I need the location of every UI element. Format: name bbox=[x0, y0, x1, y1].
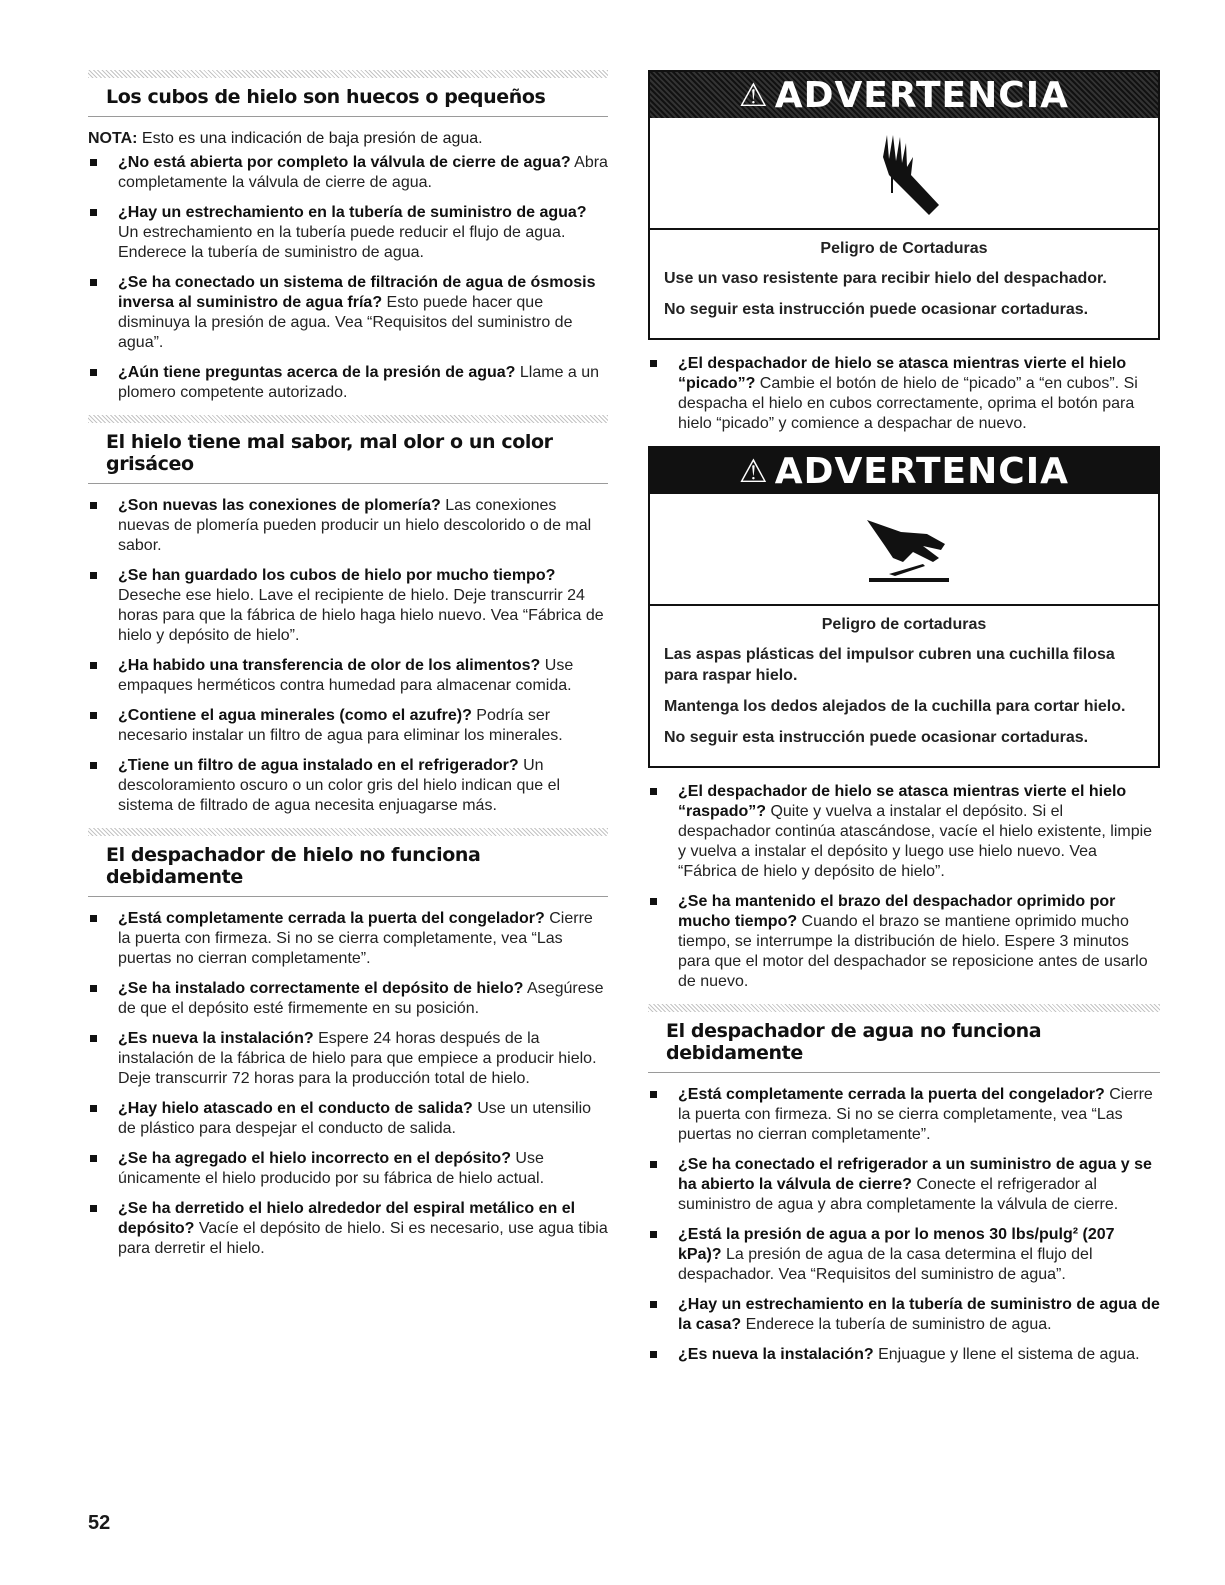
list-item bbox=[88, 1199, 608, 1259]
answer: Cierre la puerta con firmeza. Si no se cierra completamente, vea “Las puertas no cierran completamente”. bbox=[678, 1086, 1153, 1143]
warning-triangle-icon: ⚠ bbox=[739, 76, 769, 114]
section-title: El despachador de hielo no funciona debidamente bbox=[88, 836, 608, 897]
hazard-title: Peligro de cortaduras bbox=[821, 616, 987, 633]
answer: Llame a un plomero competente autorizado. bbox=[118, 364, 600, 401]
answer: Use únicamente el hielo producido por su fábrica de hielo actual. bbox=[118, 1150, 545, 1187]
cut-hand-icon bbox=[859, 123, 949, 223]
section-header bbox=[88, 828, 608, 897]
warning-line: Mantenga los dedos alejados de la cuchilla para cortar hielo. bbox=[664, 698, 1126, 715]
warning-banner-text: ADVERTENCIA bbox=[774, 450, 1069, 492]
question: ¿Hay un estrechamiento en la tubería de suministro de agua de la casa? bbox=[678, 1296, 1160, 1333]
warning-box bbox=[648, 70, 1160, 340]
list-item bbox=[88, 756, 608, 816]
section-header bbox=[88, 415, 608, 484]
question: ¿El despachador de hielo se atasca mientras vierte el hielo “picado”? bbox=[678, 355, 1127, 392]
note-text: Esto es una indicación de baja presión de agua. bbox=[137, 130, 483, 147]
question: ¿Ha habido una transferencia de olor de los alimentos? bbox=[118, 657, 541, 674]
list-item bbox=[88, 363, 608, 403]
section-title: Los cubos de hielo son huecos o pequeños bbox=[88, 78, 608, 117]
list-item bbox=[648, 1345, 1160, 1365]
list-item bbox=[88, 203, 608, 263]
answer: Conecte el refrigerador al suministro de agua y abra completamente la válvula de cierre. bbox=[678, 1176, 1119, 1213]
question: ¿Contiene el agua minerales (como el azufre)? bbox=[118, 707, 472, 724]
blade-hand-icon bbox=[849, 504, 959, 594]
list-item bbox=[88, 1149, 608, 1189]
question: ¿Se ha conectado un sistema de filtración de agua de ósmosis inversa al suministro de agua fría? bbox=[118, 274, 596, 311]
list-item bbox=[88, 909, 608, 969]
question: ¿El despachador de hielo se atasca mientras vierte el hielo “raspado”? bbox=[678, 783, 1127, 820]
troubleshooting-list bbox=[88, 909, 608, 1259]
warning-line: Las aspas plásticas del impulsor cubren una cuchilla filosa para raspar hielo. bbox=[664, 646, 1115, 684]
section-title: El despachador de agua no funciona debidamente bbox=[648, 1012, 1160, 1073]
troubleshooting-list bbox=[648, 782, 1160, 992]
answer: Enderece la tubería de suministro de agua. bbox=[741, 1316, 1052, 1333]
warning-line: No seguir esta instrucción puede ocasionar cortaduras. bbox=[664, 301, 1089, 318]
section-header bbox=[88, 70, 608, 117]
answer: Esto puede hacer que disminuya la presión de agua. Vea “Requisitos del suministro de agua”. bbox=[118, 294, 573, 351]
answer: Quite y vuelva a instalar el depósito. Si el despachador continúa atascándose, vacíe el hielo existente, limpie y vuelva a instalar el depósito y luego use hielo nuevo. Vea “Fábrica de hielo y depósito de hielo”. bbox=[678, 803, 1153, 880]
answer: Podría ser necesario instalar un filtro de agua para eliminar los minerales. bbox=[118, 707, 563, 744]
list-item bbox=[648, 1085, 1160, 1145]
question: ¿Tiene un filtro de agua instalado en el refrigerador? bbox=[118, 757, 519, 774]
question: ¿Está completamente cerrada la puerta del congelador? bbox=[678, 1086, 1105, 1103]
warning-pictogram bbox=[650, 118, 1158, 230]
note bbox=[88, 129, 608, 149]
list-item bbox=[88, 566, 608, 646]
list-item bbox=[88, 273, 608, 353]
question: ¿No está abierta por completo la válvula de cierre de agua? bbox=[118, 154, 571, 171]
list-item bbox=[88, 1099, 608, 1139]
hatched-rule bbox=[648, 1004, 1160, 1012]
warning-triangle-icon: ⚠ bbox=[739, 452, 769, 490]
answer: La presión de agua de la casa determina el flujo del despachador. Vea “Requisitos del suministro de agua”. bbox=[678, 1246, 1093, 1283]
section-header bbox=[648, 1004, 1160, 1073]
answer: Cierre la puerta con firmeza. Si no se cierra completamente, vea “Las puertas no cierran completamente”. bbox=[118, 910, 593, 967]
hatched-rule bbox=[88, 70, 608, 78]
list-item bbox=[88, 979, 608, 1019]
answer: Un estrechamiento en la tubería puede reducir el flujo de agua. Enderece la tubería de suministro de agua. bbox=[118, 224, 566, 261]
right-column bbox=[648, 70, 1160, 1377]
question: ¿Se ha conectado el refrigerador a un suministro de agua y se ha abierto la válvula de cierre? bbox=[678, 1156, 1152, 1193]
list-item bbox=[88, 496, 608, 556]
answer: Espere 24 horas después de la instalación de la fábrica de hielo para que empiece a producir hielo. Deje transcurrir 72 horas para la producción total de hielo. bbox=[118, 1030, 597, 1087]
question: ¿Hay un estrechamiento en la tubería de suministro de agua? bbox=[118, 204, 587, 221]
question: ¿Aún tiene preguntas acerca de la presión de agua? bbox=[118, 364, 516, 381]
warning-banner bbox=[650, 448, 1158, 494]
question: ¿Se ha instalado correctamente el depósito de hielo? bbox=[118, 980, 524, 997]
answer: Un descoloramiento oscuro o un color gris del hielo indican que el sistema de filtrado de agua necesita enjuagarse más. bbox=[118, 757, 561, 814]
answer: Cambie el botón de hielo de “picado” a “en cubos”. Si despacha el hielo en cubos correctamente, oprima el botón para hielo “picado” y comience a despachar de nuevo. bbox=[678, 375, 1138, 432]
question: ¿Está completamente cerrada la puerta del congelador? bbox=[118, 910, 545, 927]
warning-line: No seguir esta instrucción puede ocasionar cortaduras. bbox=[664, 729, 1089, 746]
answer: Deseche ese hielo. Lave el recipiente de hielo. Deje transcurrir 24 horas para que la fábrica de hielo haga hielo nuevo. Vea “Fábrica de hielo y depósito de hielo”. bbox=[118, 587, 604, 644]
question: ¿Son nuevas las conexiones de plomería? bbox=[118, 497, 441, 514]
list-item bbox=[88, 153, 608, 193]
question: ¿Es nueva la instalación? bbox=[678, 1346, 874, 1363]
list-item bbox=[88, 656, 608, 696]
list-item bbox=[648, 892, 1160, 992]
question: ¿Es nueva la instalación? bbox=[118, 1030, 314, 1047]
list-item bbox=[648, 1295, 1160, 1335]
answer: Abra completamente la válvula de cierre de agua. bbox=[118, 154, 608, 191]
left-column bbox=[88, 70, 608, 1271]
question: ¿Se ha mantenido el brazo del despachador oprimido por mucho tiempo? bbox=[678, 893, 1116, 930]
question: ¿Hay hielo atascado en el conducto de salida? bbox=[118, 1100, 473, 1117]
question: ¿Se ha derretido el hielo alrededor del espiral metálico en el depósito? bbox=[118, 1200, 576, 1237]
question: ¿Se han guardado los cubos de hielo por mucho tiempo? bbox=[118, 567, 556, 584]
page-number: 52 bbox=[88, 1512, 111, 1534]
warning-text bbox=[650, 230, 1158, 338]
warning-banner bbox=[650, 72, 1158, 118]
answer: Asegúrese de que el depósito esté firmemente en su posición. bbox=[118, 980, 604, 1017]
hatched-rule bbox=[88, 828, 608, 836]
section-title: El hielo tiene mal sabor, mal olor o un color grisáceo bbox=[88, 423, 608, 484]
answer: Enjuague y llene el sistema de agua. bbox=[873, 1346, 1140, 1363]
list-item bbox=[648, 1225, 1160, 1285]
answer: Use un utensilio de plástico para despejar el conducto de salida. bbox=[118, 1100, 592, 1137]
warning-text bbox=[650, 606, 1158, 766]
list-item bbox=[648, 782, 1160, 882]
hazard-title: Peligro de Cortaduras bbox=[820, 240, 988, 257]
troubleshooting-list bbox=[648, 354, 1160, 434]
list-item bbox=[88, 706, 608, 746]
answer: Vacíe el depósito de hielo. Si es necesario, use agua tibia para derretir el hielo. bbox=[118, 1220, 608, 1257]
warning-pictogram bbox=[650, 494, 1158, 606]
warning-banner-text: ADVERTENCIA bbox=[774, 74, 1069, 116]
list-item bbox=[88, 1029, 608, 1089]
note-label: NOTA: bbox=[88, 130, 138, 147]
troubleshooting-list bbox=[88, 153, 608, 403]
troubleshooting-list bbox=[88, 496, 608, 816]
answer: Use empaques herméticos contra humedad para almacenar comida. bbox=[118, 657, 574, 694]
troubleshooting-list bbox=[648, 1085, 1160, 1365]
list-item bbox=[648, 354, 1160, 434]
answer: Las conexiones nuevas de plomería pueden producir un hielo descolorido o de mal sabor. bbox=[118, 497, 592, 554]
hatched-rule bbox=[88, 415, 608, 423]
question: ¿Se ha agregado el hielo incorrecto en el depósito? bbox=[118, 1150, 511, 1167]
question: ¿Está la presión de agua a por lo menos 30 lbs/pulg² (207 kPa)? bbox=[678, 1226, 1115, 1263]
warning-box bbox=[648, 446, 1160, 768]
warning-line: Use un vaso resistente para recibir hielo del despachador. bbox=[664, 270, 1107, 287]
list-item bbox=[648, 1155, 1160, 1215]
answer: Cuando el brazo se mantiene oprimido mucho tiempo, se interrumpe la distribución de hielo. Espere 3 minutos para que el motor del despachador se reposicione antes de usarlo de nuevo. bbox=[678, 913, 1148, 990]
